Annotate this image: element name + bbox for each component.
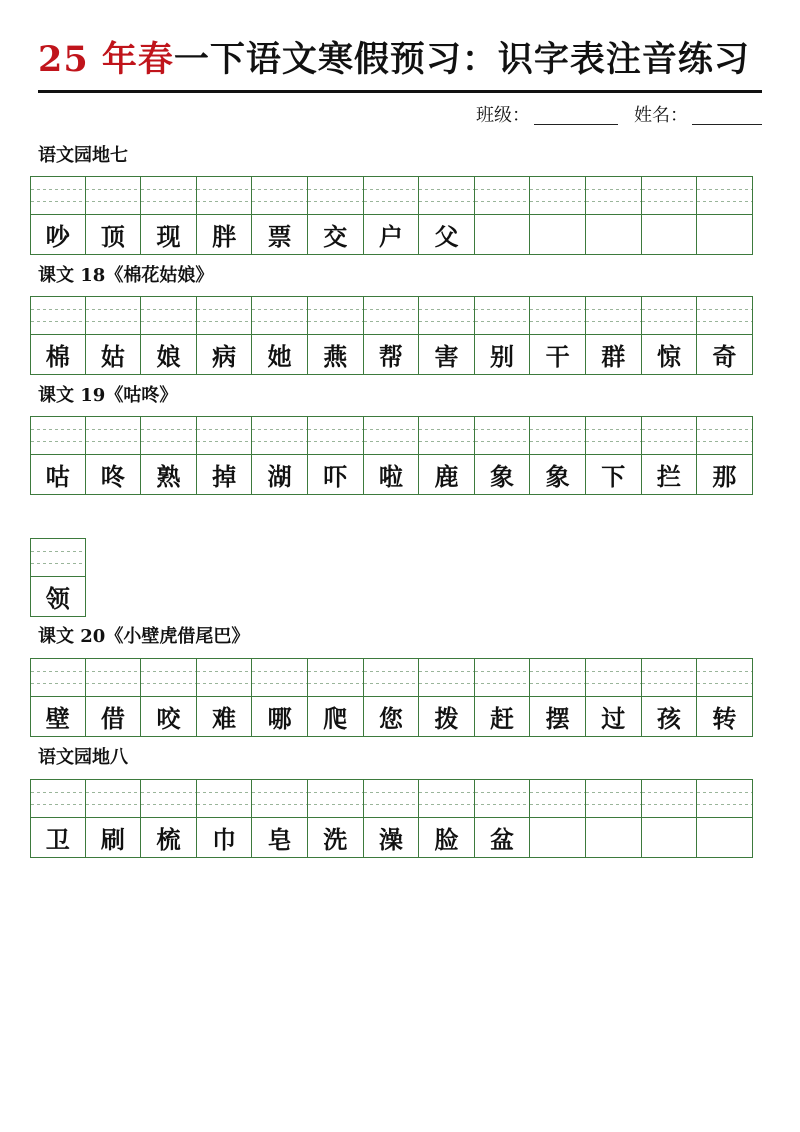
character-cell [419,176,475,255]
character-cell [530,416,586,495]
pinyin-writing-box[interactable] [31,417,85,455]
character-cell [586,176,642,255]
character-cell [252,658,308,737]
pinyin-writing-box[interactable] [530,177,585,215]
pinyin-grid [30,296,753,375]
pinyin-writing-box[interactable] [530,659,585,697]
character-cell [642,658,698,737]
character-cell [252,779,308,858]
character-cell [364,176,420,255]
hanzi-character [530,215,585,254]
pinyin-writing-box[interactable] [642,780,697,818]
hanzi-character: 熟 [156,462,181,491]
character-cell [197,176,253,255]
pinyin-writing-box[interactable] [364,177,419,215]
pinyin-writing-box[interactable] [475,177,530,215]
student-info [476,100,762,128]
character-cell [30,296,86,375]
pinyin-writing-box[interactable] [419,780,474,818]
character-cell [308,296,364,375]
page-title [38,34,762,86]
hanzi-character: 巾 [212,825,237,854]
hanzi-character: 壁 [45,704,70,733]
character-cell [475,779,531,858]
pinyin-writing-box[interactable] [31,177,85,215]
pinyin-writing-box[interactable] [419,177,474,215]
pinyin-writing-box[interactable] [86,297,141,335]
pinyin-writing-box[interactable] [364,659,419,697]
pinyin-grid [30,779,753,858]
pinyin-writing-box[interactable] [586,177,641,215]
hanzi-character: 顶 [100,222,125,251]
hanzi-character: 她 [267,342,292,371]
pinyin-writing-box[interactable] [197,177,252,215]
class-blank[interactable] [534,104,618,125]
section-title-lesson-18: 课文 18《棉花姑娘》 [38,265,214,286]
pinyin-grid [30,538,86,617]
pinyin-writing-box[interactable] [31,780,85,818]
character-cell [530,658,586,737]
character-cell [30,538,86,617]
character-cell [642,176,698,255]
pinyin-writing-box[interactable] [31,539,85,577]
pinyin-writing-box[interactable] [308,780,363,818]
pinyin-writing-box[interactable] [197,417,252,455]
character-cell [252,416,308,495]
title-main: 一下语文寒假预习：识字表注音练习 [173,39,750,80]
character-cell [364,416,420,495]
pinyin-writing-box[interactable] [252,780,307,818]
character-cell [586,296,642,375]
pinyin-writing-box[interactable] [252,177,307,215]
name-label: 姓名： [634,105,688,126]
title-accent: 25 年春 [38,39,174,80]
hanzi-character: 棉 [45,342,70,371]
hanzi-character: 别 [490,342,515,371]
character-cell [308,416,364,495]
pinyin-writing-box[interactable] [642,297,697,335]
pinyin-grid [30,658,753,737]
pinyin-writing-box[interactable] [141,659,196,697]
hanzi-character: 盆 [490,825,515,854]
hanzi-character: 借 [100,704,125,733]
character-cell [86,658,142,737]
pinyin-writing-box[interactable] [141,297,196,335]
character-cell [364,658,420,737]
character-cell [308,779,364,858]
hanzi-character: 啦 [378,462,403,491]
character-cell [86,296,142,375]
pinyin-writing-box[interactable] [530,297,585,335]
character-cell [475,416,531,495]
character-cell [364,779,420,858]
hanzi-character: 户 [378,222,403,251]
hanzi-character: 咕 [45,462,70,491]
hanzi-character [642,818,697,857]
character-cell [308,658,364,737]
pinyin-writing-box[interactable] [364,297,419,335]
hanzi-character: 摆 [545,704,570,733]
hanzi-character: 鹿 [434,462,459,491]
hanzi-character: 病 [212,342,237,371]
hanzi-character: 害 [434,342,459,371]
hanzi-character [642,215,697,254]
pinyin-writing-box[interactable] [252,659,307,697]
character-cell [530,176,586,255]
pinyin-writing-box[interactable] [86,780,141,818]
character-cell [86,176,142,255]
character-cell [419,416,475,495]
pinyin-writing-box[interactable] [141,177,196,215]
hanzi-character [586,215,641,254]
hanzi-character: 湖 [267,462,292,491]
character-cell [197,779,253,858]
hanzi-character: 领 [45,584,70,613]
character-cell [364,296,420,375]
character-cell [697,779,753,858]
hanzi-character: 爬 [323,704,348,733]
character-cell [141,658,197,737]
hanzi-character [697,215,752,254]
pinyin-writing-box[interactable] [697,659,752,697]
character-cell [419,296,475,375]
character-cell [586,416,642,495]
hanzi-character: 咬 [156,704,181,733]
pinyin-writing-box[interactable] [197,297,252,335]
hanzi-character: 象 [545,462,570,491]
hanzi-character: 姑 [100,342,125,371]
pinyin-writing-box[interactable] [642,177,697,215]
hanzi-character: 干 [545,342,570,371]
pinyin-writing-box[interactable] [86,417,141,455]
section-title-lesson-20: 课文 20《小壁虎借尾巴》 [38,626,250,647]
hanzi-character: 惊 [656,342,681,371]
pinyin-writing-box[interactable] [252,417,307,455]
hanzi-character: 卫 [45,825,70,854]
character-cell [475,176,531,255]
character-cell [308,176,364,255]
character-cell [419,658,475,737]
pinyin-writing-box[interactable] [586,659,641,697]
hanzi-character: 转 [712,704,737,733]
character-cell [697,296,753,375]
section-title-lesson-19: 课文 19《咕咚》 [38,385,178,406]
hanzi-character: 哪 [267,704,292,733]
pinyin-writing-box[interactable] [308,659,363,697]
pinyin-writing-box[interactable] [141,417,196,455]
pinyin-writing-box[interactable] [475,297,530,335]
character-cell [530,779,586,858]
character-cell [141,779,197,858]
pinyin-writing-box[interactable] [697,297,752,335]
character-cell [86,779,142,858]
hanzi-character: 梳 [156,825,181,854]
hanzi-character: 咚 [100,462,125,491]
hanzi-character: 下 [601,462,626,491]
pinyin-writing-box[interactable] [141,780,196,818]
hanzi-character: 交 [323,222,348,251]
hanzi-character: 掉 [212,462,237,491]
pinyin-writing-box[interactable] [252,297,307,335]
hanzi-character: 票 [267,222,292,251]
pinyin-writing-box[interactable] [364,780,419,818]
character-cell [141,416,197,495]
pinyin-writing-box[interactable] [419,659,474,697]
hanzi-character: 吵 [45,222,70,251]
pinyin-writing-box[interactable] [86,177,141,215]
hanzi-character: 赶 [490,704,515,733]
hanzi-character: 拨 [434,704,459,733]
pinyin-writing-box[interactable] [697,177,752,215]
pinyin-writing-box[interactable] [642,659,697,697]
hanzi-character: 吓 [323,462,348,491]
character-cell [197,658,253,737]
character-cell [586,779,642,858]
class-label: 班级： [476,105,530,126]
hanzi-character [475,215,530,254]
hanzi-character: 洗 [323,825,348,854]
pinyin-writing-box[interactable] [697,780,752,818]
character-cell [475,658,531,737]
hanzi-character: 象 [490,462,515,491]
hanzi-character: 胖 [212,222,237,251]
pinyin-writing-box[interactable] [697,417,752,455]
pinyin-writing-box[interactable] [586,780,641,818]
pinyin-writing-box[interactable] [419,417,474,455]
hanzi-character: 拦 [656,462,681,491]
pinyin-writing-box[interactable] [308,177,363,215]
character-cell [141,296,197,375]
hanzi-character: 那 [712,462,737,491]
hanzi-character: 刷 [100,825,125,854]
pinyin-writing-box[interactable] [475,659,530,697]
hanzi-character: 孩 [656,704,681,733]
character-cell [419,779,475,858]
character-cell [30,779,86,858]
hanzi-character: 娘 [156,342,181,371]
pinyin-writing-box[interactable] [31,297,85,335]
hanzi-character: 脸 [434,825,459,854]
hanzi-character: 燕 [323,342,348,371]
hanzi-character: 群 [601,342,626,371]
pinyin-writing-box[interactable] [642,417,697,455]
character-cell [697,416,753,495]
pinyin-writing-box[interactable] [530,417,585,455]
character-cell [642,296,698,375]
pinyin-writing-box[interactable] [308,417,363,455]
character-cell [642,779,698,858]
pinyin-writing-box[interactable] [31,659,85,697]
hanzi-character: 现 [156,222,181,251]
hanzi-character: 父 [434,222,459,251]
hanzi-character: 澡 [378,825,403,854]
pinyin-writing-box[interactable] [530,780,585,818]
pinyin-writing-box[interactable] [197,659,252,697]
character-cell [697,658,753,737]
pinyin-grid [30,416,753,495]
character-cell [30,658,86,737]
character-cell [197,296,253,375]
pinyin-writing-box[interactable] [586,417,641,455]
character-cell [586,658,642,737]
name-blank[interactable] [692,104,762,125]
character-cell [30,416,86,495]
character-cell [475,296,531,375]
pinyin-writing-box[interactable] [586,297,641,335]
hanzi-character [586,818,641,857]
title-divider [38,90,762,93]
pinyin-writing-box[interactable] [197,780,252,818]
character-cell [252,296,308,375]
character-cell [642,416,698,495]
character-cell [197,416,253,495]
pinyin-writing-box[interactable] [475,417,530,455]
character-cell [141,176,197,255]
character-cell [530,296,586,375]
character-cell [86,416,142,495]
hanzi-character: 难 [212,704,237,733]
pinyin-writing-box[interactable] [475,780,530,818]
hanzi-character: 过 [601,704,626,733]
pinyin-writing-box[interactable] [308,297,363,335]
pinyin-writing-box[interactable] [86,659,141,697]
hanzi-character [530,818,585,857]
character-cell [30,176,86,255]
pinyin-grid [30,176,753,255]
character-cell [252,176,308,255]
pinyin-writing-box[interactable] [419,297,474,335]
section-title-yuwenyuandi-8: 语文园地八 [38,747,128,768]
hanzi-character: 奇 [712,342,737,371]
hanzi-character: 皂 [267,825,292,854]
hanzi-character: 帮 [378,342,403,371]
pinyin-writing-box[interactable] [364,417,419,455]
hanzi-character [697,818,752,857]
section-title-yuwenyuandi-7: 语文园地七 [38,145,128,166]
hanzi-character: 您 [378,704,403,733]
character-cell [697,176,753,255]
